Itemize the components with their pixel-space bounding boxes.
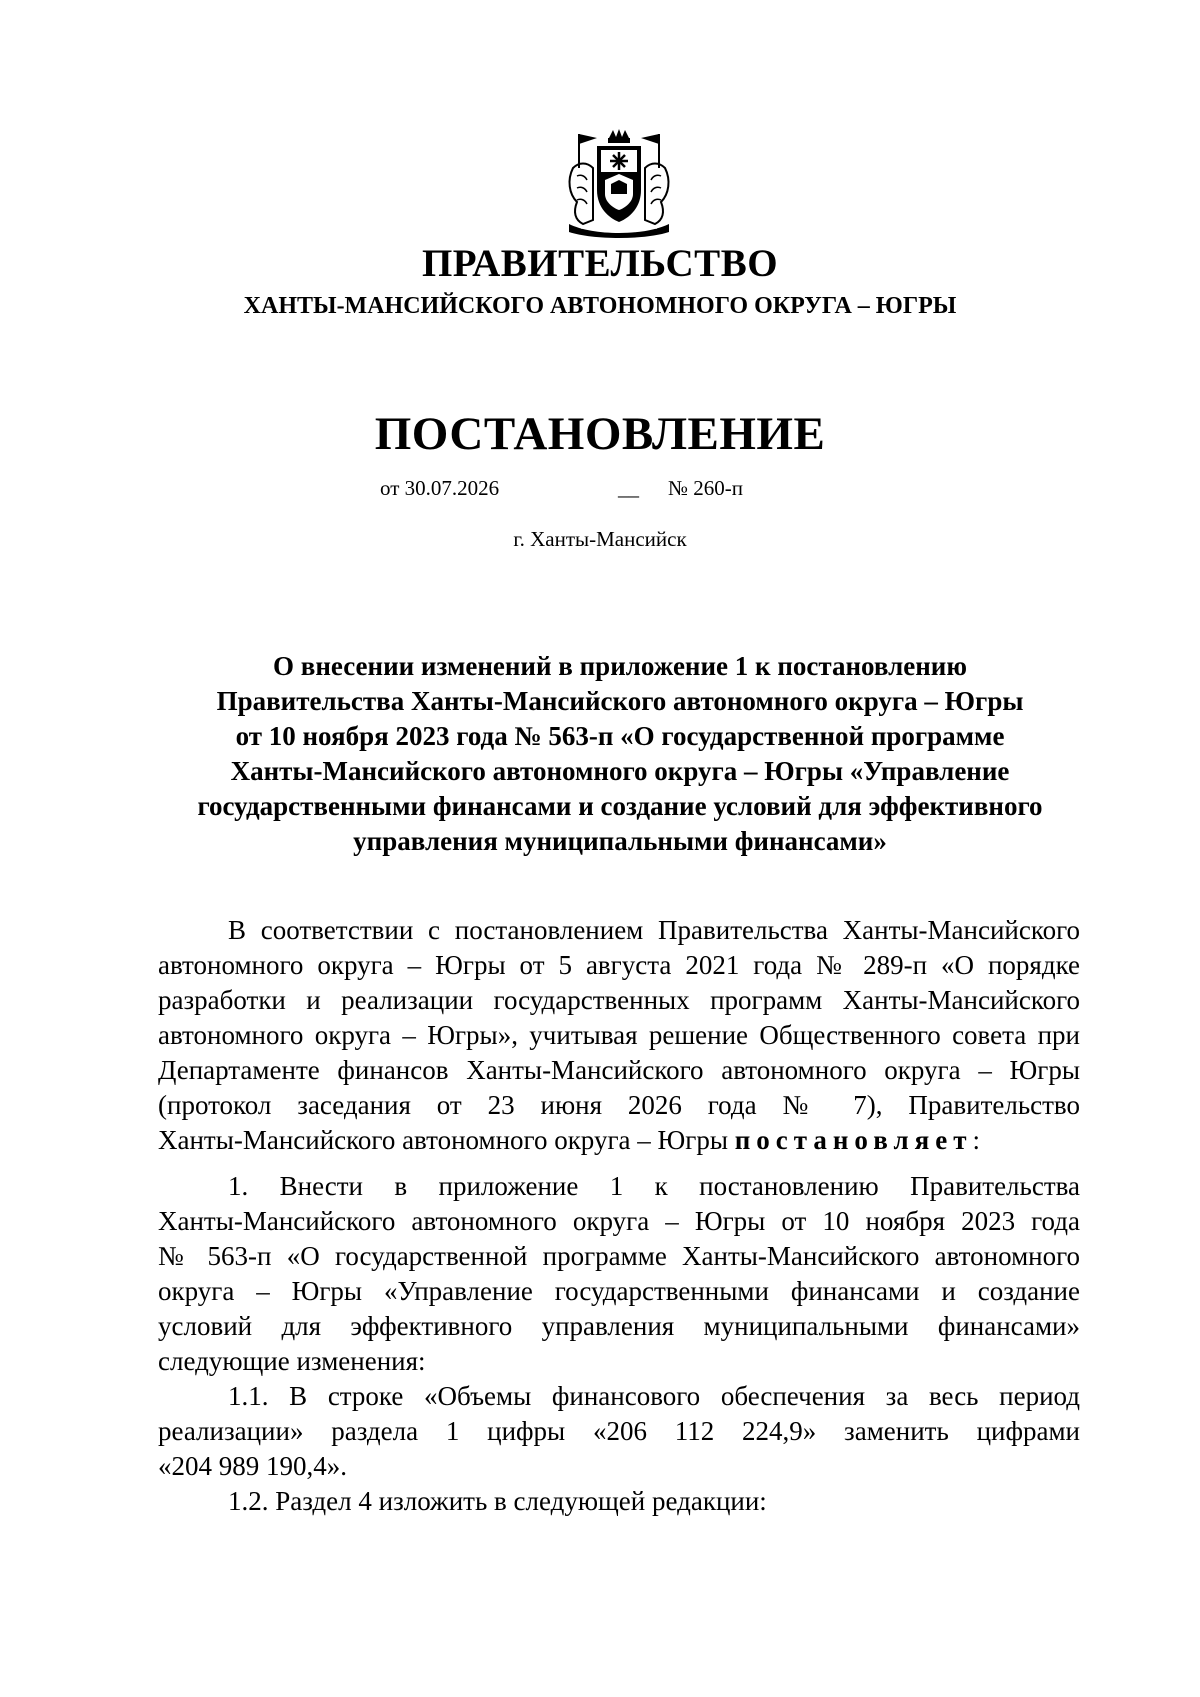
body-line: автономного округа – Югры от 5 августа 2021 года № 289-п «О порядке [158,950,1080,980]
document-type: ПОСТАНОВЛЕНИЕ [374,408,826,460]
body-line: разработки и реализации государственных программ Ханты-Мансийского [158,985,1080,1015]
heading-line: государственными финансами и создание условий для эффективного [197,791,1043,821]
item-1 [158,1169,1080,1519]
government-title: ПРАВИТЕЛЬСТВО [421,242,779,285]
heading-line: Правительства Ханты-Мансийского автономного округа – Югры [216,686,1024,716]
body-line: (протокол заседания от 23 июня 2026 года № 7), Правительство [158,1090,1080,1120]
body-line: «204 989 190,4». [158,1451,347,1481]
body-line: № 563-п «О государственной программе Ханты-Мансийского автономного [158,1241,1080,1271]
heading-line: Ханты-Мансийского автономного округа – Югры «Управление [230,756,1010,786]
document-number: № 260-п [668,476,744,500]
body-line [158,1123,1080,1158]
body-line: Ханты-Мансийского автономного округа – Югры от 10 ноября 2023 года [158,1206,1080,1236]
heading-line: О внесении изменений в приложение 1 к постановлению [273,651,967,681]
body-line: следующие изменения: [158,1346,426,1376]
body-line: условий для эффективного управления муниципальными финансами» [158,1311,1080,1341]
body-line: 1.2. Раздел 4 изложить в следующей редакции: [228,1486,767,1516]
preamble-paragraph [158,913,1080,1158]
body-line: В соответствии с постановлением Правительства Ханты-Мансийского [228,915,1080,945]
body-line: автономного округа – Югры», учитывая решение Общественного совета при [158,1020,1080,1050]
coat-of-arms-icon [563,128,675,240]
body-line: 1. Внести в приложение 1 к постановлению Правительства [228,1171,1080,1201]
body-line: реализации» раздела 1 цифры «206 112 224,9» заменить цифрами [158,1416,1080,1446]
decree-word: постановляет [734,1125,973,1155]
document-place: г. Ханты-Мансийск [513,527,687,551]
heading-line: управления муниципальными финансами» [353,826,887,856]
body-line-text: Ханты-Мансийского автономного округа – Югры [158,1125,735,1155]
body-line: округа – Югры «Управление государственными финансами и создание [158,1276,1080,1306]
government-subtitle: ХАНТЫ-МАНСИЙСКОГО АВТОНОМНОГО ОКРУГА – ЮГРЫ [243,293,957,319]
body-line: Департаменте финансов Ханты-Мансийского автономного округа – Югры [158,1055,1080,1085]
document-blank-line: __ [618,476,639,500]
body-line-end: : [972,1125,980,1155]
document-date: от 30.07.2026 [380,476,500,500]
heading-line: от 10 ноября 2023 года № 563-п «О государственной программе [235,721,1005,751]
document-heading [160,649,1080,859]
body-line: 1.1. В строке «Объемы финансового обеспечения за весь период [228,1381,1080,1411]
